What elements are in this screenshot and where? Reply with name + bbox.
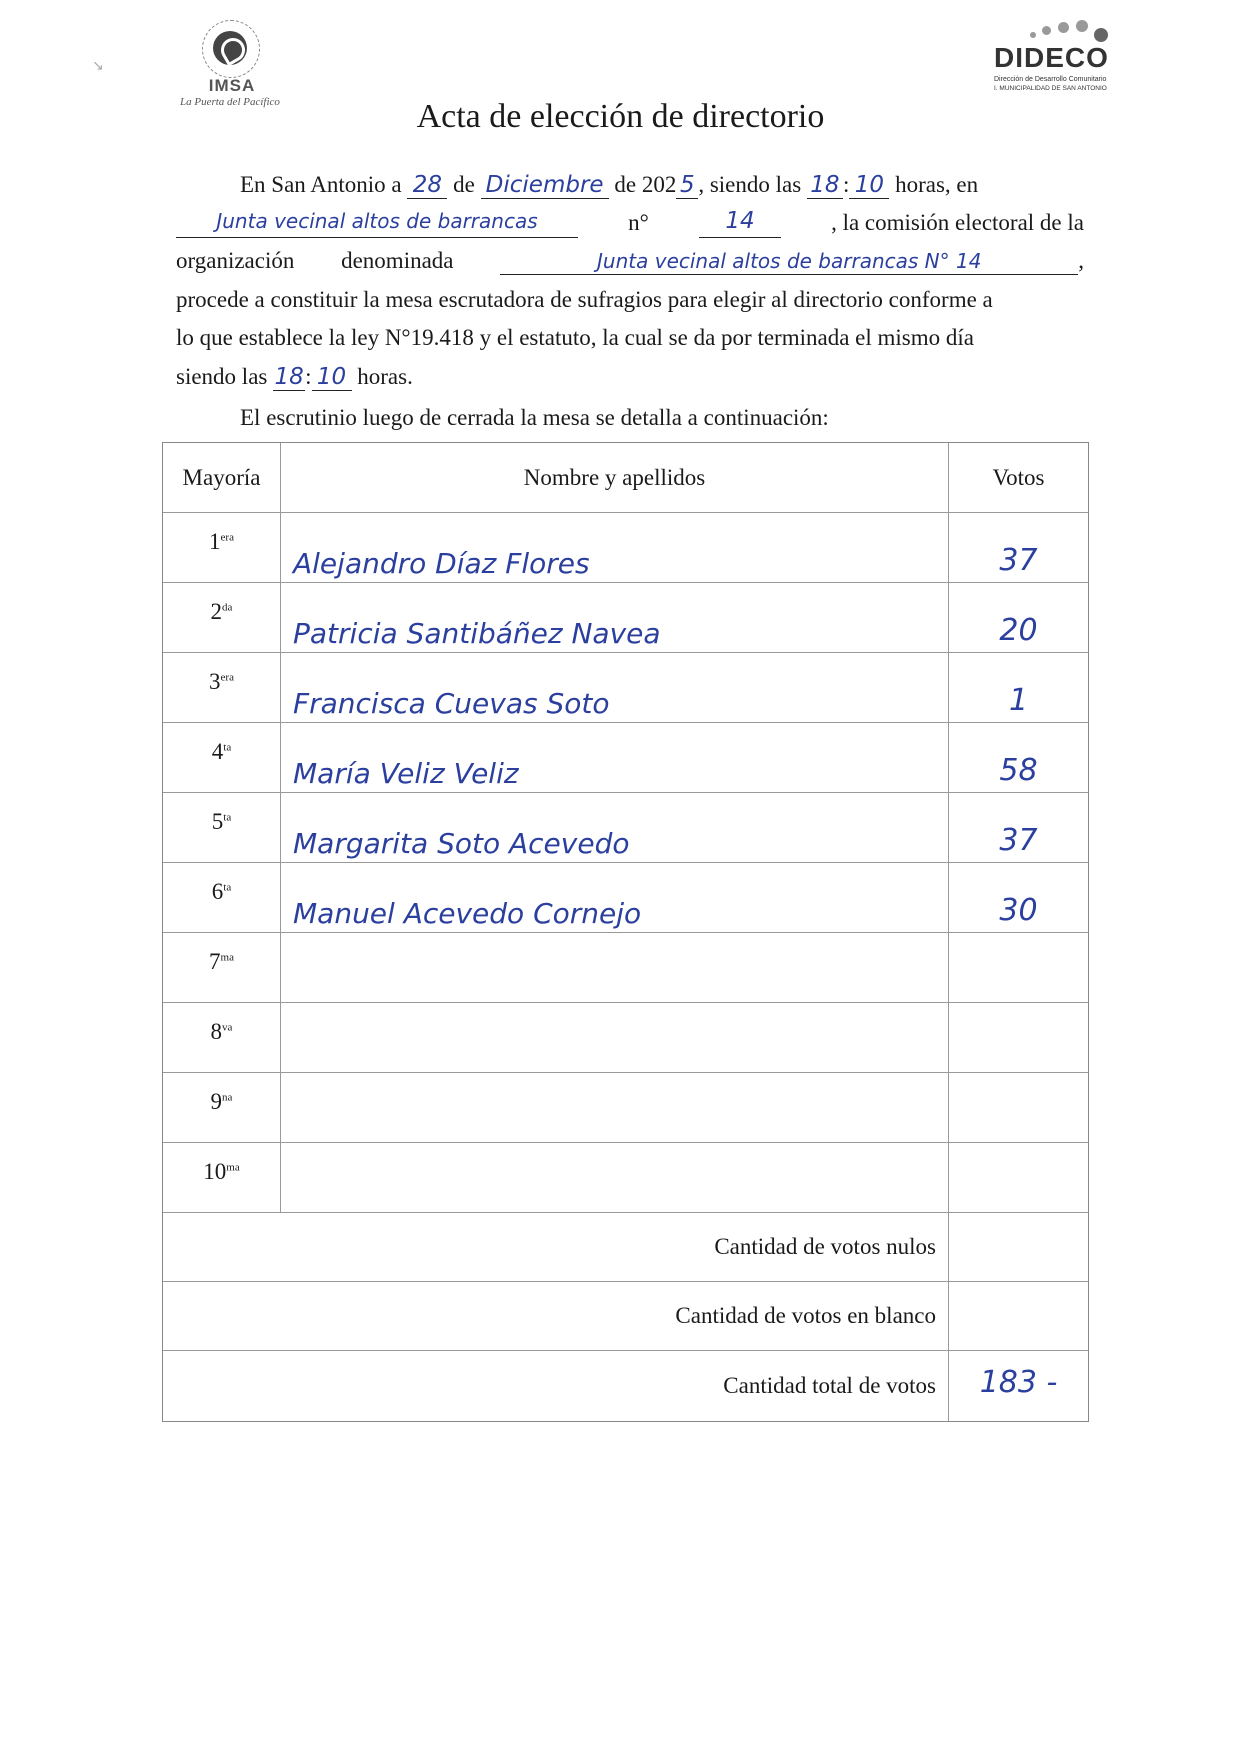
dideco-dots-icon <box>1030 18 1110 42</box>
candidate-votes: 58 <box>949 723 1088 793</box>
start-minute-field: 10 <box>849 172 889 199</box>
organization-field: Junta vecinal altos de barrancas N° 14 <box>500 248 1078 275</box>
rank-cell: $9^{na}$ <box>163 1073 281 1143</box>
rank-cell: $7^{ma}$ <box>163 933 281 1003</box>
intro-line-3: organización denominada Junta vecinal altos de barrancas N° 14 , <box>176 248 1084 273</box>
total-votes-label: Cantidad total de votos <box>163 1351 949 1421</box>
dideco-municipality: I. MUNICIPALIDAD DE SAN ANTONIO <box>994 85 1107 92</box>
candidate-name: Margarita Soto Acevedo <box>281 793 949 863</box>
dideco-subtitle: Dirección de Desarrollo Comunitario <box>994 76 1107 83</box>
intro-line-6: siendo las 18: 10 horas. <box>176 364 413 390</box>
rank-cell: $3^{era}$ <box>163 653 281 723</box>
candidate-votes <box>949 1003 1088 1073</box>
candidate-name <box>281 1003 949 1073</box>
intro-line-5: lo que establece la ley N°19.418 y el estatuto, la cual se da por terminada el mismo día <box>176 325 974 350</box>
rank-cell: $5^{ta}$ <box>163 793 281 863</box>
imsa-logo <box>160 20 290 110</box>
header-name: Nombre y apellidos <box>281 443 949 513</box>
rank-cell: $2^{da}$ <box>163 583 281 653</box>
candidate-votes <box>949 1143 1088 1213</box>
end-hour-field: 18 <box>274 364 304 390</box>
header-rank: Mayoría <box>163 443 281 513</box>
day-field: 28 <box>407 172 447 199</box>
candidate-votes <box>949 933 1088 1003</box>
document-title: Acta de elección de directorio <box>416 98 825 135</box>
header-votes: Votos <box>949 443 1088 513</box>
imsa-motto: La Puerta del Pacífico <box>180 96 280 108</box>
candidate-votes: 20 <box>949 583 1088 653</box>
dideco-name: DIDECO <box>994 42 1109 73</box>
scan-mark: ↘ <box>92 58 104 74</box>
dideco-logo <box>990 18 1120 98</box>
rank-cell: $1^{era}$ <box>163 513 281 583</box>
candidate-name: Francisca Cuevas Soto <box>281 653 949 723</box>
imsa-name: IMSA <box>208 76 256 95</box>
end-minute-field: 10 <box>312 364 352 391</box>
candidate-name: Manuel Acevedo Cornejo <box>281 863 949 933</box>
candidate-name <box>281 1143 949 1213</box>
candidate-name <box>281 1073 949 1143</box>
place-field: Junta vecinal altos de barrancas <box>176 208 578 238</box>
intro-line-1: En San Antonio a 28 de Diciembre de 202 5 , siendo las 18 : 10 horas, en <box>240 172 979 198</box>
rank-cell: $4^{ta}$ <box>163 723 281 793</box>
rank-cell: $8^{va}$ <box>163 1003 281 1073</box>
month-field: Diciembre <box>481 172 609 199</box>
candidate-votes <box>949 1073 1088 1143</box>
blank-votes-label: Cantidad de votos en blanco <box>163 1282 949 1351</box>
candidate-name: Alejandro Díaz Flores <box>281 513 949 583</box>
blank-votes-value <box>949 1282 1088 1351</box>
candidate-name <box>281 933 949 1003</box>
intro-line-2: Junta vecinal altos de barrancas n° 14 , la comisión electoral de la <box>176 208 1084 238</box>
candidate-name: Patricia Santibáñez Navea <box>281 583 949 653</box>
null-votes-value <box>949 1213 1088 1282</box>
place-number-field: 14 <box>699 208 781 238</box>
total-votes-value: 183 - <box>979 1365 1058 1400</box>
null-votes-label: Cantidad de votos nulos <box>163 1213 949 1282</box>
rank-cell: $10^{ma}$ <box>163 1143 281 1213</box>
intro-line-7: El escrutinio luego de cerrada la mesa se detalla a continuación: <box>240 405 829 430</box>
start-hour-field: 18 <box>807 172 843 199</box>
intro-line-4: procede a constituir la mesa escrutadora de sufragios para elegir al directorio conforme a <box>176 287 993 312</box>
results-table <box>162 442 1089 1422</box>
candidate-name: María Veliz Veliz <box>281 723 949 793</box>
candidate-votes: 37 <box>949 513 1088 583</box>
year-field: 5 <box>676 172 698 199</box>
candidate-votes: 37 <box>949 793 1088 863</box>
rank-cell: $6^{ta}$ <box>163 863 281 933</box>
imsa-emblem-icon <box>202 20 260 78</box>
candidate-votes: 1 <box>949 653 1088 723</box>
candidate-votes: 30 <box>949 863 1088 933</box>
